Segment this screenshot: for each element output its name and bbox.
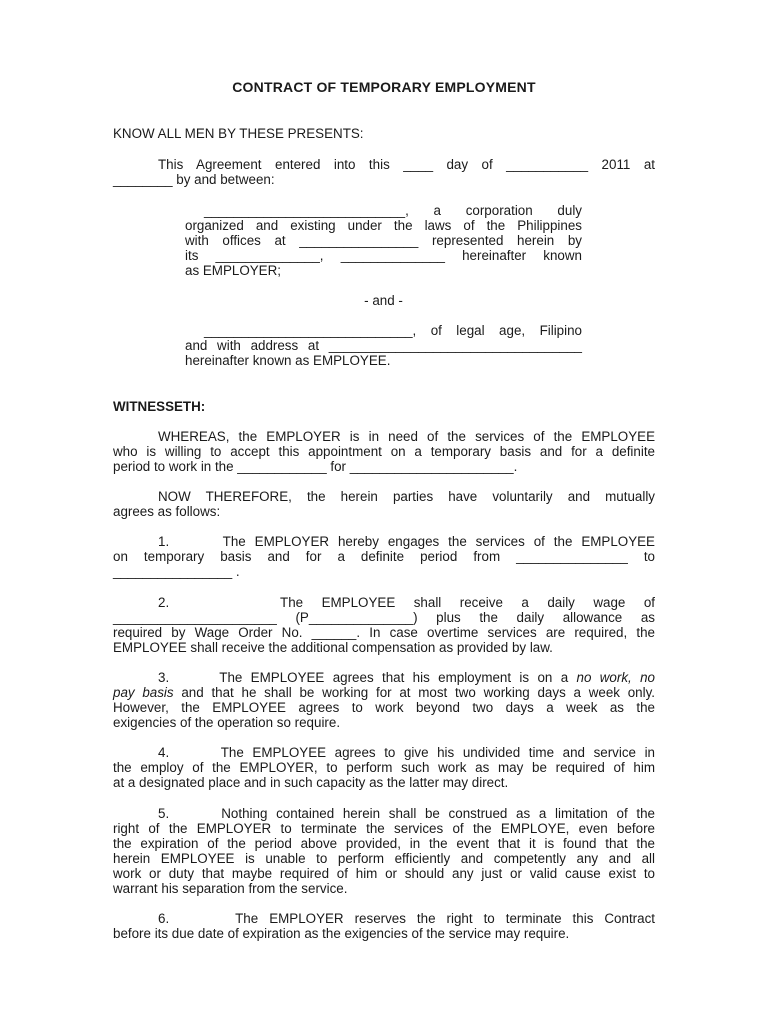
employee-line-3: hereinafter known as EMPLOYEE. [185, 353, 391, 368]
clause-5-line-1: 5. Nothing contained herein shall be construed as a limitation of the [158, 806, 655, 821]
agreement-line-1: This Agreement entered into this ____ day of ___________ 2011 at [158, 157, 655, 172]
employer-block [185, 203, 582, 278]
whereas-line-3: period to work in the ____________ for ______________________. [113, 459, 518, 474]
clause-3-line-4: exigencies of the operation so require. [113, 715, 341, 730]
clause-1-line-1: 1. The EMPLOYER hereby engages the services of the EMPLOYEE [158, 534, 655, 549]
clause-6-line-1: 6. The EMPLOYER reserves the right to terminate this Contract [158, 911, 655, 926]
clause-4-line-2: the employ of the EMPLOYER, to perform such work as may be required of him [113, 760, 655, 775]
agreement-paragraph [113, 157, 655, 187]
agreement-line-2: ________ by and between: [113, 172, 275, 187]
clause-3-line-2 [113, 685, 655, 700]
employer-line-2: organized and existing under the laws of the Philippines [185, 218, 582, 233]
now-therefore-paragraph [113, 489, 655, 519]
clause-5-line-6: warrant his separation from the service. [113, 881, 348, 896]
employer-line-5: as EMPLOYER; [185, 263, 281, 278]
intro-line: KNOW ALL MEN BY THESE PRESENTS: [113, 126, 364, 141]
clause-3-italic-no-work: no work, no [576, 670, 655, 685]
clause-4 [113, 745, 655, 790]
employer-line-3: with offices at ________________ represented herein by [185, 233, 582, 248]
clause-2-line-1: 2. The EMPLOYEE shall receive a daily wage of [158, 595, 655, 610]
clause-2-line-2: ______________________ (P______________) plus the daily allowance as [113, 610, 655, 625]
clause-2-line-4: EMPLOYEE shall receive the additional compensation as provided by law. [113, 640, 553, 655]
document-title: CONTRACT OF TEMPORARY EMPLOYMENT [232, 79, 536, 95]
clause-4-line-1: 4. The EMPLOYEE agrees to give his undivided time and service in [158, 745, 655, 760]
clause-2 [113, 595, 655, 655]
clause-3 [113, 670, 655, 730]
clause-1 [113, 534, 655, 579]
clause-5-line-2: right of the EMPLOYER to terminate the services of the EMPLOYE, even before [113, 821, 655, 836]
whereas-line-2: who is willing to accept this appointment on a temporary basis and for a definite [113, 444, 655, 459]
clause-2-line-3: required by Wage Order No. ______. In case overtime services are required, the [113, 625, 655, 640]
now-therefore-line-2: agrees as follows: [113, 504, 221, 519]
and-separator: - and - [364, 293, 403, 308]
clause-6-line-2: before its due date of expiration as the exigencies of the service may require. [113, 926, 570, 941]
clause-5 [113, 806, 655, 896]
clause-5-line-3: the expiration of the period above provided, in the event that it is found that the [113, 836, 655, 851]
clause-3-italic-pay-basis: pay basis [113, 685, 174, 700]
clause-3-line-2-text: and that he shall be working for at most two working days a week only. [173, 685, 656, 700]
clause-3-line-1 [113, 670, 655, 685]
employer-line-1: ___________________________, a corporation duly [204, 203, 582, 218]
witnesseth-heading: WITNESSETH: [113, 399, 206, 414]
whereas-line-1: WHEREAS, the EMPLOYER is in need of the services of the EMPLOYEE [158, 429, 655, 444]
clause-3-line-1-text: 3. The EMPLOYEE agrees that his employment is on a [158, 670, 577, 685]
clause-3-line-3: However, the EMPLOYEE agrees to work beyond two days a week as the [113, 700, 655, 715]
clause-1-line-3: ________________ . [113, 564, 240, 579]
whereas-paragraph [113, 429, 655, 474]
now-therefore-line-1: NOW THEREFORE, the herein parties have voluntarily and mutually [158, 489, 655, 504]
clause-5-line-5: work or duty that maybe required of him or should any just or valid cause exist to [113, 866, 655, 881]
clause-4-line-3: at a designated place and in such capacity as the latter may direct. [113, 775, 509, 790]
employee-line-1: ____________________________, of legal age, Filipino [204, 323, 582, 338]
clause-6 [113, 911, 655, 941]
employer-line-4: its ______________, ______________ hereinafter known [185, 248, 582, 263]
clause-5-line-4: herein EMPLOYEE is unable to perform efficiently and competently any and all [113, 851, 655, 866]
clause-1-line-2: on temporary basis and for a definite period from _______________ to [113, 549, 655, 564]
employee-line-2: and with address at __________________________________ [185, 338, 582, 353]
employee-block [185, 323, 582, 368]
